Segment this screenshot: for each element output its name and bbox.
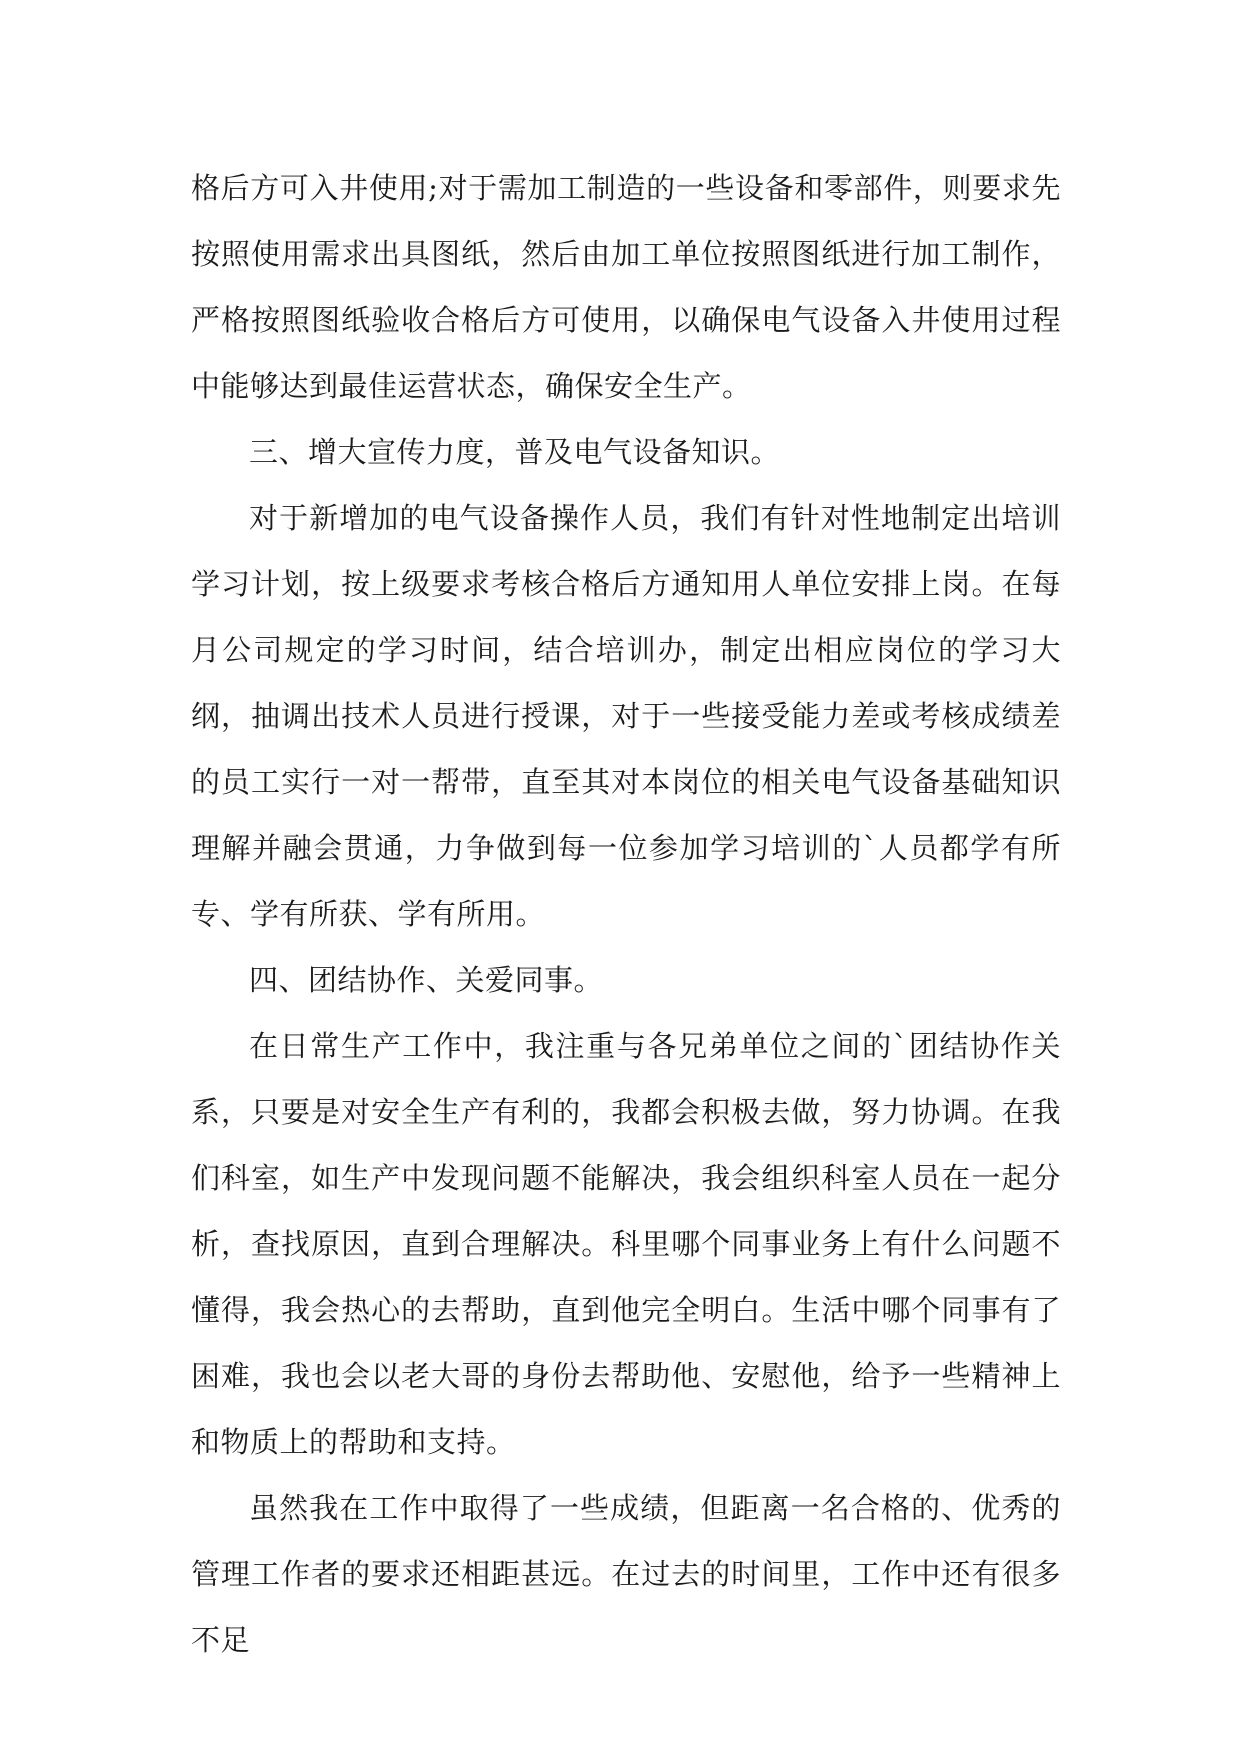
document-body: [191, 155, 1061, 1673]
paragraph-summary: 虽然我在工作中取得了一些成绩，但距离一名合格的、优秀的管理工作者的要求还相距甚远。在过去的时间里，工作中还有很多不足: [191, 1491, 1061, 1657]
paragraph-teamwork: 在日常生产工作中，我注重与各兄弟单位之间的`团结协作关系，只要是对安全生产有利的，我都会积极去做，努力协调。在我们科室，如生产中发现问题不能解决，我会组织科室人员在一起分析，查找原因，直到合理解决。科里哪个同事业务上有什么问题不懂得，我会热心的去帮助，直到他完全明白。生活中哪个同事有了困难，我也会以老大哥的身份去帮助他、安慰他，给予一些精神上和物质上的帮助和支持。: [191, 1029, 1061, 1459]
section-heading-4: 四、团结协作、关爱同事。: [249, 963, 604, 997]
section-heading-3: 三、增大宣传力度，普及电气设备知识。: [249, 435, 781, 469]
paragraph-training: 对于新增加的电气设备操作人员，我们有针对性地制定出培训学习计划，按上级要求考核合格后方通知用人单位安排上岗。在每月公司规定的学习时间，结合培训办，制定出相应岗位的学习大纲，抽调出技术人员进行授课，对于一些接受能力差或考核成绩差的员工实行一对一帮带，直至其对本岗位的相关电气设备基础知识理解并融会贯通，力争做到每一位参加学习培训的`人员都学有所专、学有所获、学有所用。: [191, 501, 1061, 931]
paragraph-continuation: 格后方可入井使用;对于需加工制造的一些设备和零部件，则要求先按照使用需求出具图纸，然后由加工单位按照图纸进行加工制作，严格按照图纸验收合格后方可使用，以确保电气设备入井使用过程中能够达到最佳运营状态，确保安全生产。: [191, 171, 1061, 403]
